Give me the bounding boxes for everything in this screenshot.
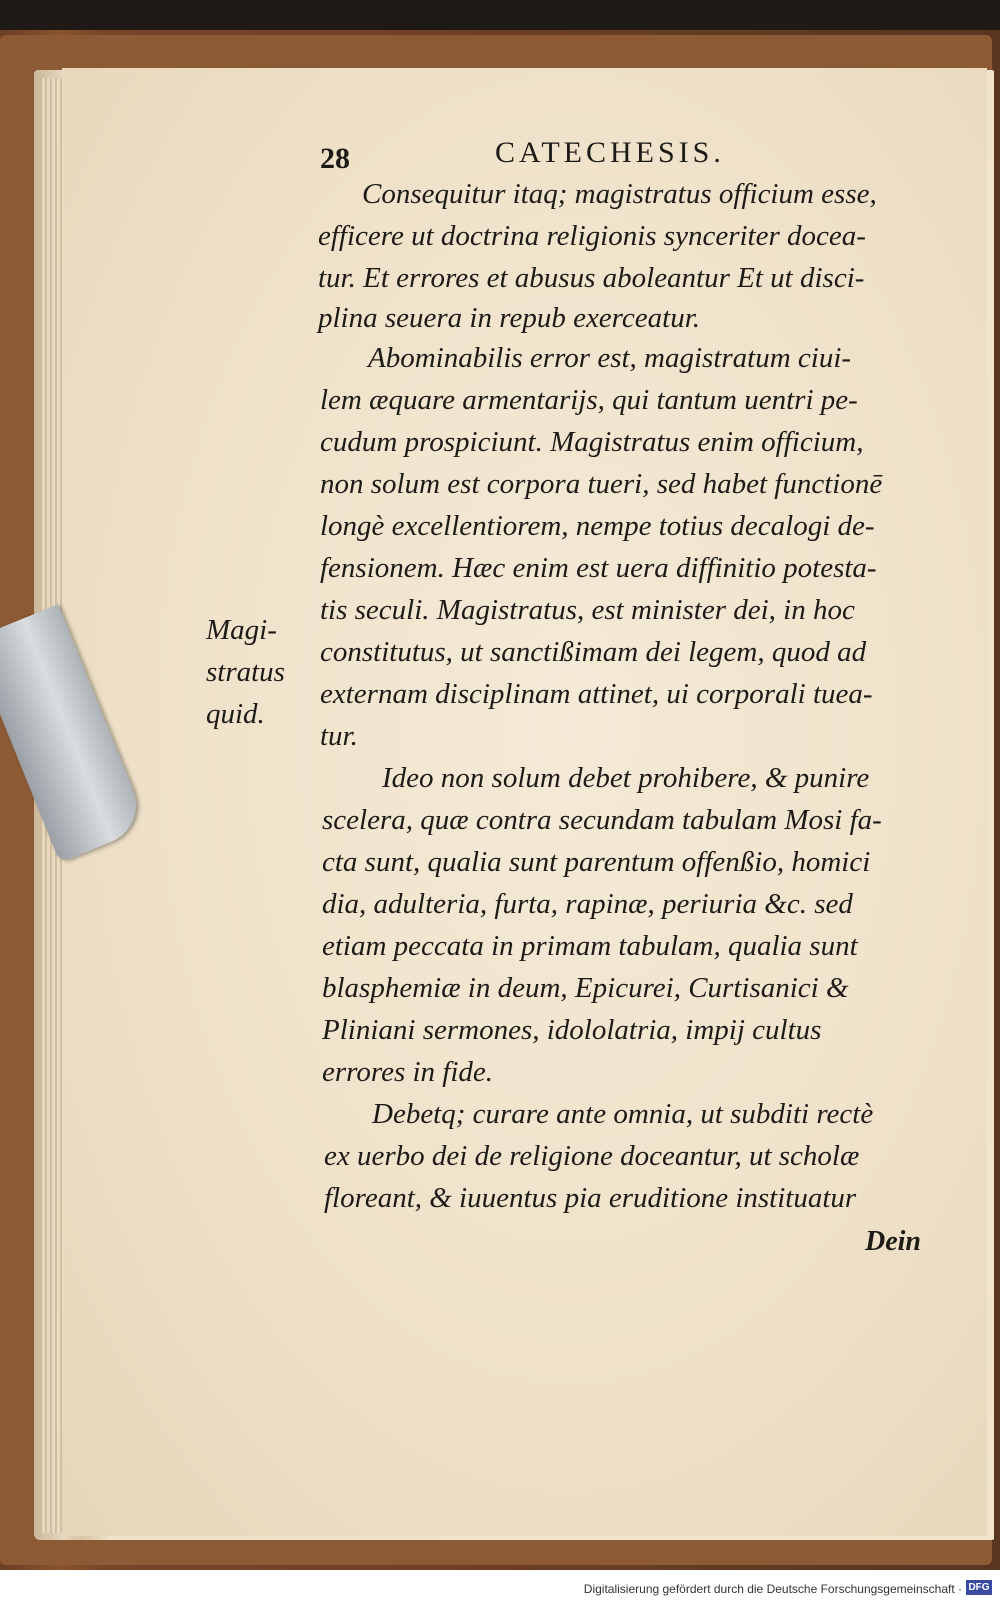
footer-credit: Digitalisierung gefördert durch die Deutsche Forschungsgemeinschaft · (583, 1582, 962, 1596)
text-line: floreant, & iuuentus pia eruditione instituatur (324, 1182, 857, 1214)
catchword: Dein (865, 1226, 921, 1257)
text-line: dia, adulteria, furta, rapinæ, periuria &c. sed (322, 888, 853, 920)
text-line: errores in fide. (322, 1056, 494, 1088)
margin-note-line: stratus (206, 656, 285, 688)
text-line: Pliniani sermones, idololatria, impij cultus (322, 1014, 822, 1046)
text-line: plina seuera in repub exerceatur. (318, 302, 701, 334)
text-line: fensionem. Hæc enim est uera diffinitio potesta- (320, 552, 877, 584)
text-line: ex uerbo dei de religione doceantur, ut scholæ (324, 1140, 860, 1172)
margin-note-line: quid. (206, 698, 265, 730)
text-line: efficere ut doctrina religionis synceriter doceа- (318, 220, 866, 252)
text-line: Consequitur itaq; magistratus officium esse, (362, 178, 877, 210)
text-line: Ideo non solum debet prohibere, & punire (382, 762, 870, 794)
page-number: 28 (320, 142, 350, 175)
text-line: tis seculi. Magistratus, est minister dei, in hoc (320, 594, 855, 626)
text-line: cta sunt, qualia sunt parentum offenßio, homici (322, 846, 871, 878)
dfg-logo: DFG (966, 1580, 992, 1595)
scan-top-strip (0, 0, 1000, 30)
text-line: Debetq; curare ante omnia, ut subditi rectè (372, 1098, 874, 1130)
text-line: tur. (320, 720, 358, 752)
text-line: etiam peccata in primam tabulam, qualia sunt (322, 930, 858, 962)
text-line: non solum est corpora tueri, sed habet functionē (320, 468, 883, 500)
text-line: constitutus, ut sanctißimam dei legem, quod ad (320, 636, 867, 668)
text-line: longè excellentiorem, nempe totius decalogi de- (320, 510, 875, 542)
text-line: scelera, quæ contra secundam tabulam Mosi fa- (322, 804, 882, 836)
text-line: tur. Et errores et abusus aboleantur Et ut disci- (318, 262, 865, 294)
running-head: CATECHESIS. (495, 136, 725, 169)
text-line: blasphemiæ in deum, Epicurei, Curtisanici & (322, 972, 849, 1004)
text-line: cudum prospiciunt. Magistratus enim officium, (320, 426, 864, 458)
text-line: Abominabilis error est, magistratum ciui- (368, 342, 852, 374)
margin-note-line: Magi- (206, 614, 277, 646)
text-line: externam disciplinam attinet, ui corporali tuea- (320, 678, 873, 710)
text-line: lem æquare armentarijs, qui tantum uentri pe- (320, 384, 858, 416)
